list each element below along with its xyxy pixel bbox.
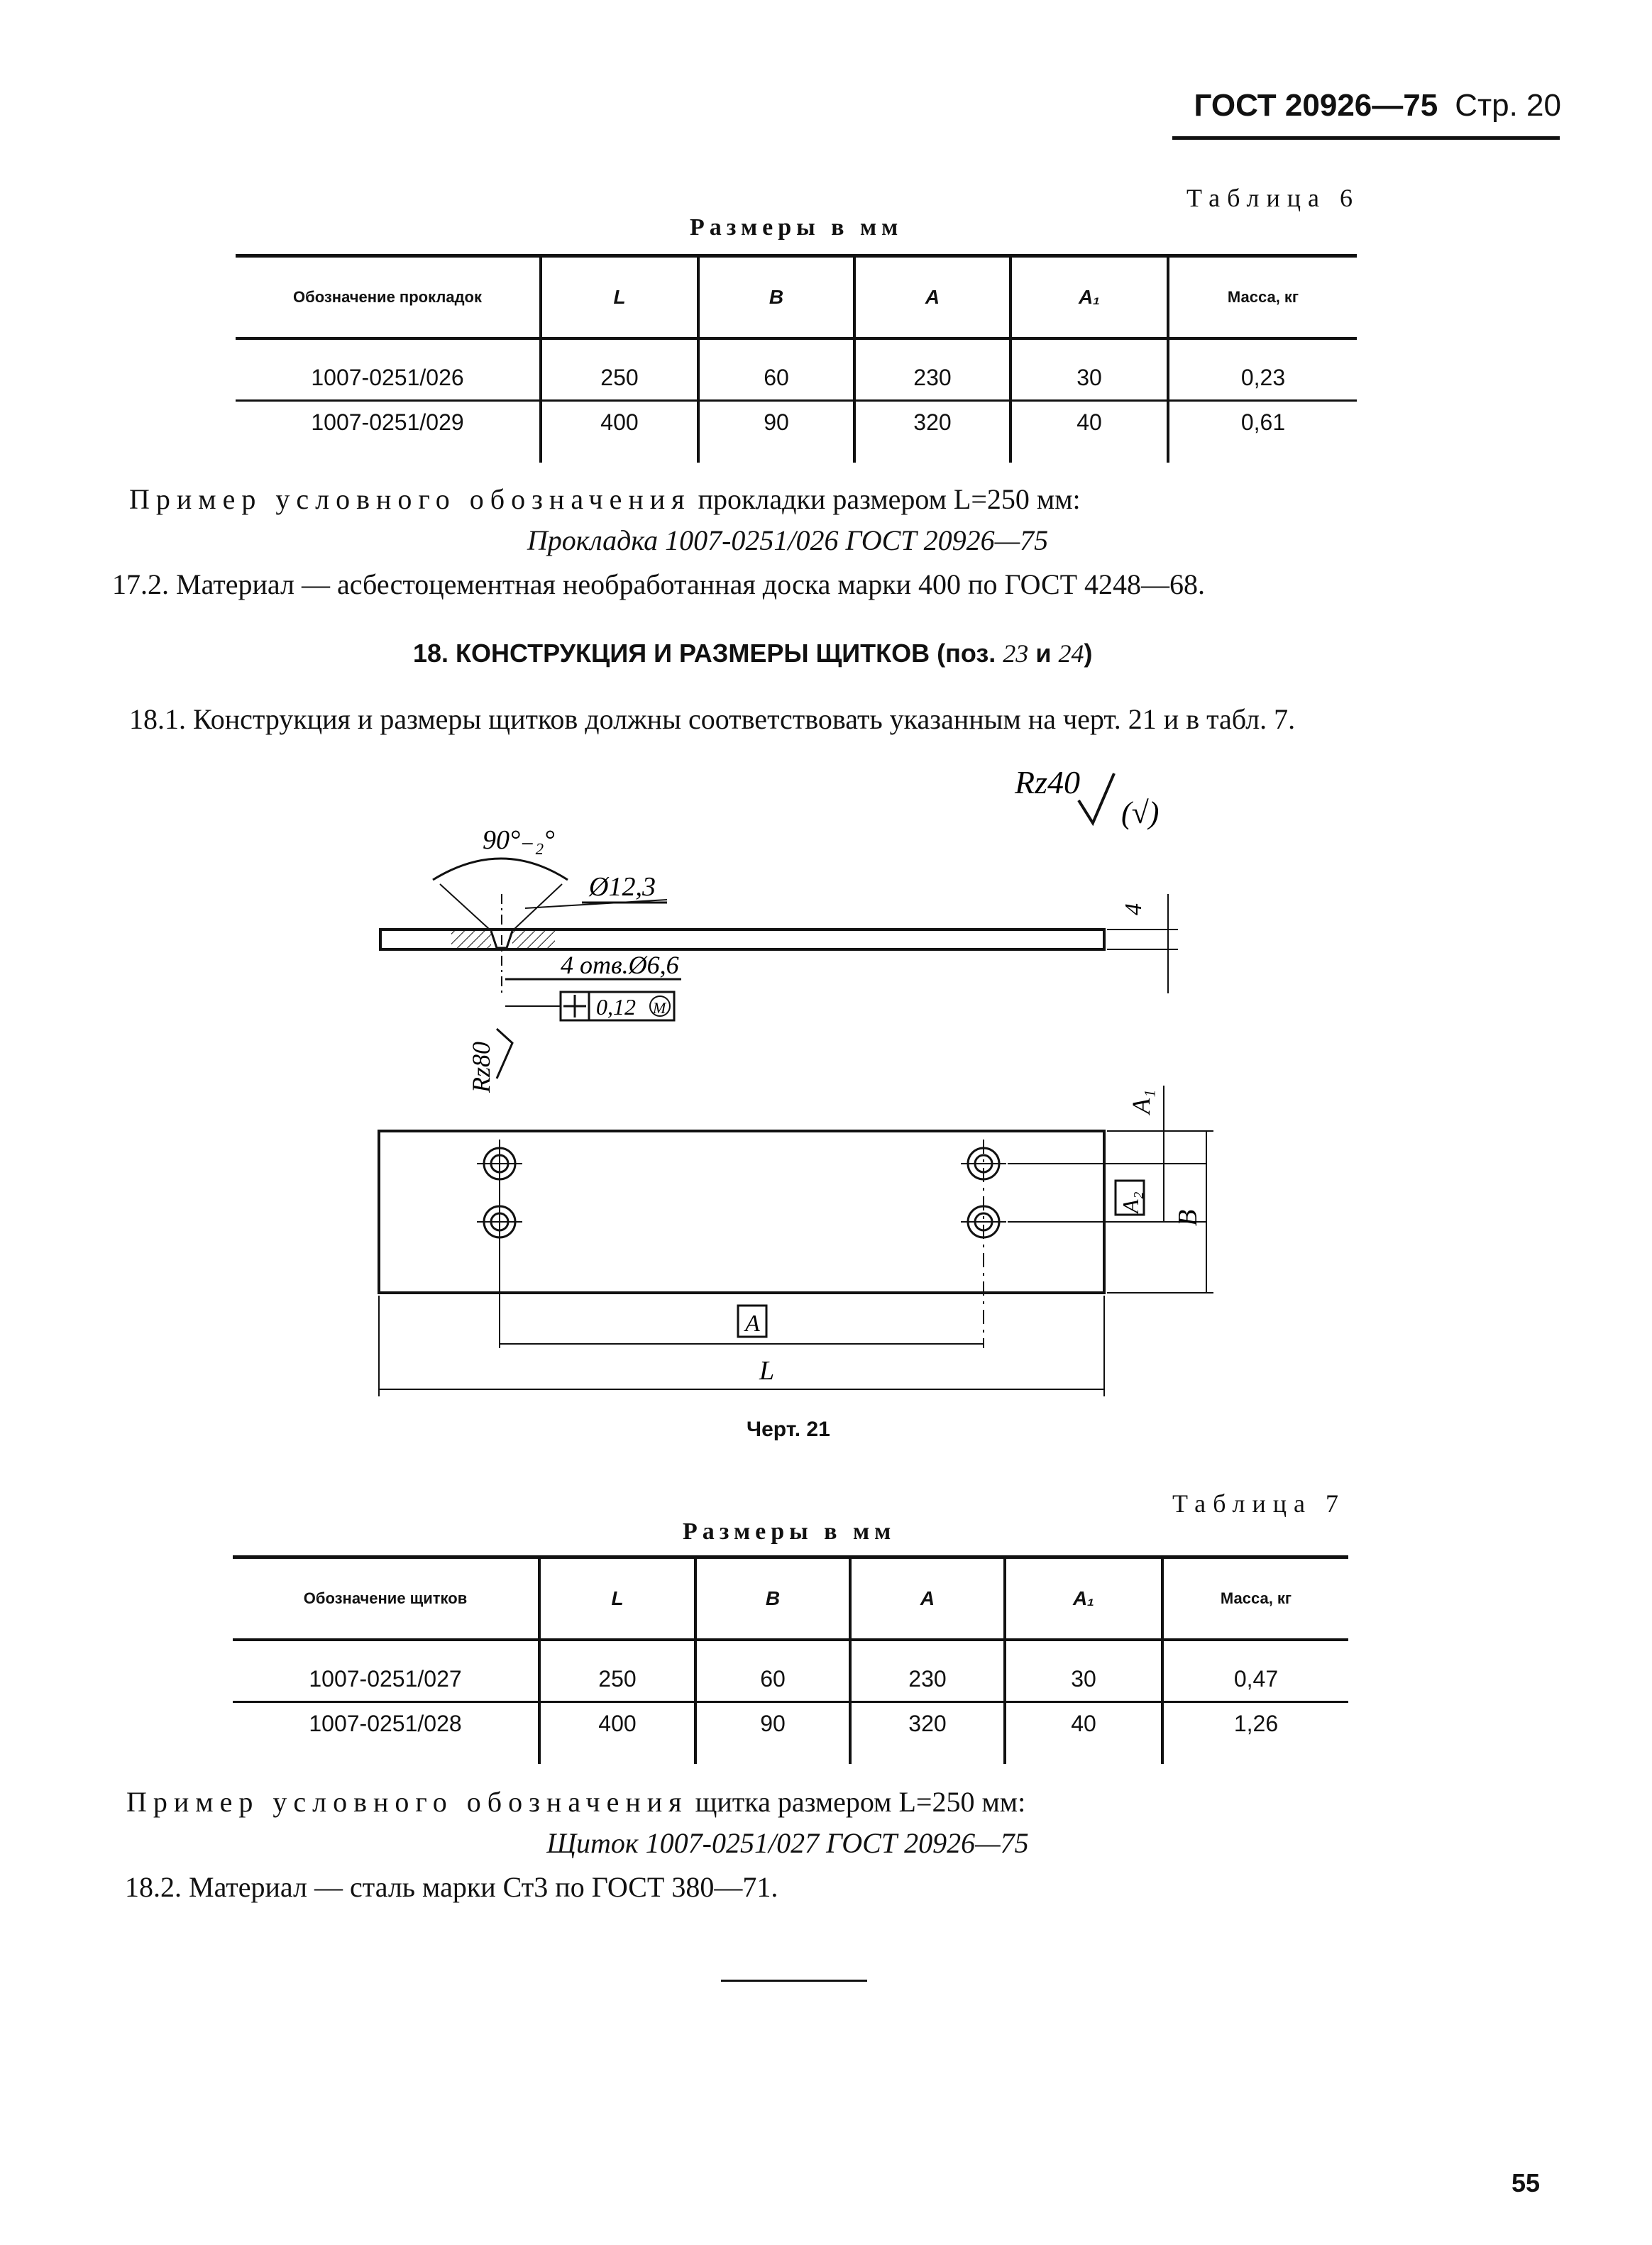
table-cell: 30: [1011, 338, 1168, 401]
table7-header-cell: B: [695, 1557, 850, 1640]
table-cell: 320: [850, 1701, 1005, 1764]
table7-header-row: [233, 1557, 1348, 1640]
hole-group: [477, 1140, 1006, 1348]
angle-leader: [440, 884, 490, 930]
example2-designation: Щиток 1007-0251/027 ГОСТ 20926—75: [546, 1827, 1029, 1859]
hole-roughness-icon: [497, 1029, 512, 1079]
tolerance-value: 0,12: [596, 994, 636, 1020]
angle-arc: [433, 859, 568, 880]
table7-header-cell: Обозначение щитков: [233, 1557, 539, 1640]
table-cell: 250: [539, 1640, 695, 1702]
standard-number: ГОСТ 20926—75: [1194, 88, 1438, 123]
roughness-general-label: Rz40: [1015, 764, 1080, 800]
table-cell: 1007-0251/029: [311, 409, 464, 435]
paragraph-18-1: 18.1. Конструкция и размеры щитков должны соответствовать указанным на черт. 21 и в табл. 7.: [129, 703, 1296, 735]
table-cell: 1007-0251/027: [233, 1640, 539, 1702]
table-cell: 60: [695, 1640, 850, 1702]
table-cell: 1,26: [1162, 1701, 1348, 1764]
section-hatch: [451, 931, 491, 948]
table7-label: Таблица 7: [1172, 1489, 1345, 1518]
section18-close: ): [1084, 639, 1093, 668]
table-cell: 30: [1005, 1640, 1162, 1702]
table-row: [233, 1640, 1348, 1702]
drawing-caption: Черт. 21: [747, 1418, 830, 1441]
hole-roughness-label: Rz80: [467, 1042, 495, 1093]
example2-suffix: щитка размером L=250 мм:: [695, 1786, 1026, 1818]
table-cell: 0,23: [1168, 338, 1357, 401]
table6-label: Таблица 6: [1186, 184, 1360, 212]
example2-prefix: Пример условного обозначения: [126, 1786, 688, 1818]
table-cell: 400: [541, 400, 698, 463]
table-cell: 90: [698, 400, 854, 463]
end-rule: [721, 1980, 867, 1982]
table7-header-cell: Масса, кг: [1162, 1557, 1348, 1640]
dim-A-label: A: [745, 1311, 760, 1337]
table-cell: 0,61: [1168, 400, 1357, 463]
dim-L-label: L: [759, 1356, 775, 1386]
page-number: 55: [1511, 2168, 1541, 2197]
dim-A1-label: A₁: [1127, 1089, 1155, 1114]
table6-header-cell: A₁: [1011, 256, 1168, 338]
table7-header-cell: L: [539, 1557, 695, 1640]
section-hatch: [512, 931, 555, 948]
table-cell: 40: [1005, 1701, 1162, 1764]
table-cell: 60: [698, 338, 854, 401]
holes-label: 4 отв.Ø6,6: [561, 951, 679, 979]
table-cell: 230: [854, 338, 1011, 401]
table-cell: 40: [1011, 400, 1168, 463]
example1-prefix: Пример условного обозначения: [129, 483, 691, 515]
table7-header-cell: A: [850, 1557, 1005, 1640]
example1-suffix: прокладки размером L=250 мм:: [698, 483, 1081, 515]
counterbore-label: Ø12,3: [589, 872, 656, 902]
table6-header-cell: Масса, кг: [1168, 256, 1357, 338]
table-row: [233, 1701, 1348, 1764]
thickness-label: 4: [1120, 903, 1147, 915]
section18-conj: и: [1035, 639, 1052, 668]
table-cell: 250: [541, 338, 698, 401]
table7-header-cell: A₁: [1005, 1557, 1162, 1640]
table-cell: 400: [539, 1701, 695, 1764]
modifier-label: M: [653, 999, 666, 1017]
section18-pos-b: 24: [1058, 639, 1084, 668]
table6-header-cell: Обозначение прокладок: [236, 256, 541, 338]
paragraph-18-2: 18.2. Материал — сталь марки Ст3 по ГОСТ 380—71.: [125, 1871, 778, 1903]
roughness-check-icon: [1079, 773, 1114, 823]
table7-units: Размеры в мм: [683, 1518, 896, 1545]
dim-B-label: B: [1173, 1209, 1203, 1226]
table-cell: 230: [850, 1640, 1005, 1702]
table-cell: 1007-0251/028: [309, 1711, 462, 1736]
page-label: Стр. 20: [1455, 88, 1561, 123]
table-cell: 0,47: [1162, 1640, 1348, 1702]
table6-header-cell: B: [698, 256, 854, 338]
table6-header-cell: A: [854, 256, 1011, 338]
example1-designation: Прокладка 1007-0251/026 ГОСТ 20926—75: [527, 524, 1049, 556]
section18-pos-a: 23: [1003, 639, 1029, 668]
table-cell: 320: [854, 400, 1011, 463]
roughness-other-label: (√): [1121, 795, 1160, 830]
angle-label: 90°₋₂°: [483, 825, 555, 855]
table6-header-cell: L: [541, 256, 698, 338]
table6-units: Размеры в мм: [690, 214, 903, 241]
table-cell: 1007-0251/026: [236, 338, 541, 401]
table7: [233, 1555, 1348, 1764]
dim-A2-label: A₂: [1118, 1191, 1143, 1213]
section18-title-text: 18. КОНСТРУКЦИЯ И РАЗМЕРЫ ЩИТКОВ (поз.: [413, 639, 996, 668]
example2-line: [126, 1785, 1025, 1819]
paragraph-17-2: 17.2. Материал — асбестоцементная необработанная доска марки 400 по ГОСТ 4248—68.: [112, 568, 1206, 600]
table-cell: 90: [695, 1701, 850, 1764]
